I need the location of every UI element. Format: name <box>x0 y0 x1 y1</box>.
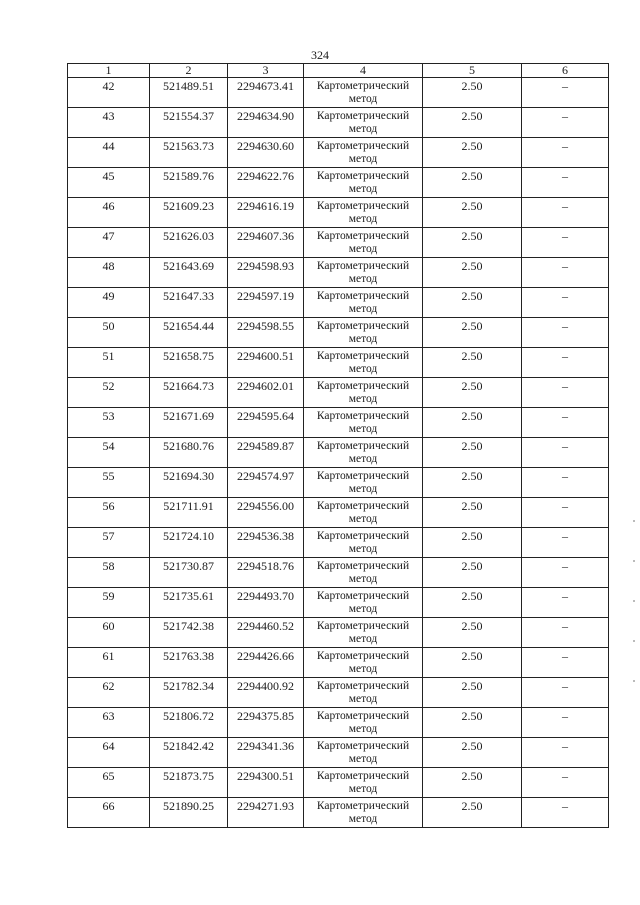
method-cell: Картометрический метод <box>304 498 423 528</box>
x-coordinate-cell: 521647.33 <box>150 288 228 318</box>
method-cell: Картометрический метод <box>304 738 423 768</box>
x-coordinate-cell: 521489.51 <box>150 78 228 108</box>
x-coordinate-cell: 521694.30 <box>150 468 228 498</box>
header-row <box>68 64 609 78</box>
accuracy-cell: 2.50 <box>423 138 522 168</box>
point-number-cell: 64 <box>68 738 150 768</box>
description-cell: – <box>522 318 609 348</box>
x-coordinate-cell: 521873.75 <box>150 768 228 798</box>
x-coordinate-cell: 521842.42 <box>150 738 228 768</box>
point-number-cell: 44 <box>68 138 150 168</box>
table-row <box>68 168 609 198</box>
accuracy-cell: 2.50 <box>423 798 522 828</box>
description-cell: – <box>522 348 609 378</box>
description-cell: – <box>522 468 609 498</box>
y-coordinate-cell: 2294602.01 <box>228 378 304 408</box>
method-cell: Картометрический метод <box>304 348 423 378</box>
method-cell: Картометрический метод <box>304 708 423 738</box>
x-coordinate-cell: 521806.72 <box>150 708 228 738</box>
method-cell: Картометрический метод <box>304 588 423 618</box>
y-coordinate-cell: 2294630.60 <box>228 138 304 168</box>
x-coordinate-cell: 521626.03 <box>150 228 228 258</box>
accuracy-cell: 2.50 <box>423 198 522 228</box>
point-number-cell: 51 <box>68 348 150 378</box>
table-row <box>68 438 609 468</box>
method-cell: Картометрический метод <box>304 768 423 798</box>
description-cell: – <box>522 738 609 768</box>
method-cell: Картометрический метод <box>304 648 423 678</box>
accuracy-cell: 2.50 <box>423 768 522 798</box>
accuracy-cell: 2.50 <box>423 108 522 138</box>
x-coordinate-cell: 521711.91 <box>150 498 228 528</box>
description-cell: – <box>522 678 609 708</box>
x-coordinate-cell: 521763.38 <box>150 648 228 678</box>
x-coordinate-cell: 521742.38 <box>150 618 228 648</box>
description-cell: – <box>522 648 609 678</box>
accuracy-cell: 2.50 <box>423 228 522 258</box>
accuracy-cell: 2.50 <box>423 678 522 708</box>
point-number-cell: 46 <box>68 198 150 228</box>
header-cell-col-5: 5 <box>423 64 522 78</box>
accuracy-cell: 2.50 <box>423 738 522 768</box>
x-coordinate-cell: 521671.69 <box>150 408 228 438</box>
point-number-cell: 66 <box>68 798 150 828</box>
method-cell: Картометрический метод <box>304 558 423 588</box>
table-row <box>68 108 609 138</box>
table-row <box>68 708 609 738</box>
point-number-cell: 50 <box>68 318 150 348</box>
y-coordinate-cell: 2294426.66 <box>228 648 304 678</box>
accuracy-cell: 2.50 <box>423 78 522 108</box>
table-row <box>68 138 609 168</box>
table-header <box>68 64 609 78</box>
table-row <box>68 528 609 558</box>
table-row <box>68 468 609 498</box>
description-cell: – <box>522 438 609 468</box>
y-coordinate-cell: 2294607.36 <box>228 228 304 258</box>
point-number-cell: 48 <box>68 258 150 288</box>
description-cell: – <box>522 498 609 528</box>
description-cell: – <box>522 798 609 828</box>
coordinates-table <box>67 63 609 828</box>
table-body <box>68 78 609 828</box>
point-number-cell: 45 <box>68 168 150 198</box>
accuracy-cell: 2.50 <box>423 588 522 618</box>
description-cell: – <box>522 228 609 258</box>
y-coordinate-cell: 2294460.52 <box>228 618 304 648</box>
y-coordinate-cell: 2294634.90 <box>228 108 304 138</box>
x-coordinate-cell: 521563.73 <box>150 138 228 168</box>
method-cell: Картометрический метод <box>304 168 423 198</box>
point-number-cell: 63 <box>68 708 150 738</box>
table-row <box>68 288 609 318</box>
x-coordinate-cell: 521890.25 <box>150 798 228 828</box>
table-row <box>68 588 609 618</box>
accuracy-cell: 2.50 <box>423 318 522 348</box>
method-cell: Картометрический метод <box>304 528 423 558</box>
table-row <box>68 648 609 678</box>
header-cell-col-6: 6 <box>522 64 609 78</box>
x-coordinate-cell: 521609.23 <box>150 198 228 228</box>
table-row <box>68 78 609 108</box>
y-coordinate-cell: 2294375.85 <box>228 708 304 738</box>
table-row <box>68 738 609 768</box>
y-coordinate-cell: 2294598.93 <box>228 258 304 288</box>
scan-edge-marks <box>630 520 638 720</box>
accuracy-cell: 2.50 <box>423 468 522 498</box>
method-cell: Картометрический метод <box>304 438 423 468</box>
point-number-cell: 54 <box>68 438 150 468</box>
point-number-cell: 53 <box>68 408 150 438</box>
description-cell: – <box>522 168 609 198</box>
x-coordinate-cell: 521643.69 <box>150 258 228 288</box>
description-cell: – <box>522 408 609 438</box>
point-number-cell: 42 <box>68 78 150 108</box>
table-row <box>68 408 609 438</box>
y-coordinate-cell: 2294400.92 <box>228 678 304 708</box>
accuracy-cell: 2.50 <box>423 708 522 738</box>
method-cell: Картометрический метод <box>304 288 423 318</box>
description-cell: – <box>522 768 609 798</box>
point-number-cell: 43 <box>68 108 150 138</box>
y-coordinate-cell: 2294536.38 <box>228 528 304 558</box>
y-coordinate-cell: 2294597.19 <box>228 288 304 318</box>
x-coordinate-cell: 521782.34 <box>150 678 228 708</box>
description-cell: – <box>522 138 609 168</box>
point-number-cell: 56 <box>68 498 150 528</box>
description-cell: – <box>522 108 609 138</box>
page-number: 324 <box>311 48 329 62</box>
y-coordinate-cell: 2294518.76 <box>228 558 304 588</box>
description-cell: – <box>522 78 609 108</box>
point-number-cell: 49 <box>68 288 150 318</box>
point-number-cell: 61 <box>68 648 150 678</box>
point-number-cell: 47 <box>68 228 150 258</box>
method-cell: Картометрический метод <box>304 108 423 138</box>
table-row <box>68 498 609 528</box>
x-coordinate-cell: 521654.44 <box>150 318 228 348</box>
method-cell: Картометрический метод <box>304 198 423 228</box>
y-coordinate-cell: 2294341.36 <box>228 738 304 768</box>
description-cell: – <box>522 558 609 588</box>
description-cell: – <box>522 198 609 228</box>
accuracy-cell: 2.50 <box>423 378 522 408</box>
header-cell-col-3: 3 <box>228 64 304 78</box>
point-number-cell: 52 <box>68 378 150 408</box>
point-number-cell: 55 <box>68 468 150 498</box>
accuracy-cell: 2.50 <box>423 168 522 198</box>
accuracy-cell: 2.50 <box>423 288 522 318</box>
x-coordinate-cell: 521658.75 <box>150 348 228 378</box>
point-number-cell: 57 <box>68 528 150 558</box>
description-cell: – <box>522 708 609 738</box>
description-cell: – <box>522 528 609 558</box>
x-coordinate-cell: 521554.37 <box>150 108 228 138</box>
point-number-cell: 58 <box>68 558 150 588</box>
method-cell: Картометрический метод <box>304 318 423 348</box>
x-coordinate-cell: 521680.76 <box>150 438 228 468</box>
description-cell: – <box>522 618 609 648</box>
y-coordinate-cell: 2294616.19 <box>228 198 304 228</box>
description-cell: – <box>522 588 609 618</box>
method-cell: Картометрический метод <box>304 258 423 288</box>
x-coordinate-cell: 521589.76 <box>150 168 228 198</box>
header-cell-col-2: 2 <box>150 64 228 78</box>
accuracy-cell: 2.50 <box>423 258 522 288</box>
y-coordinate-cell: 2294556.00 <box>228 498 304 528</box>
description-cell: – <box>522 378 609 408</box>
method-cell: Картометрический метод <box>304 408 423 438</box>
method-cell: Картометрический метод <box>304 468 423 498</box>
table-row <box>68 558 609 588</box>
accuracy-cell: 2.50 <box>423 528 522 558</box>
y-coordinate-cell: 2294600.51 <box>228 348 304 378</box>
description-cell: – <box>522 258 609 288</box>
method-cell: Картометрический метод <box>304 798 423 828</box>
accuracy-cell: 2.50 <box>423 348 522 378</box>
accuracy-cell: 2.50 <box>423 558 522 588</box>
y-coordinate-cell: 2294595.64 <box>228 408 304 438</box>
y-coordinate-cell: 2294622.76 <box>228 168 304 198</box>
scan-noise <box>58 808 198 848</box>
y-coordinate-cell: 2294271.93 <box>228 798 304 828</box>
point-number-cell: 62 <box>68 678 150 708</box>
header-cell-col-1: 1 <box>68 64 150 78</box>
table-row <box>68 678 609 708</box>
method-cell: Картометрический метод <box>304 228 423 258</box>
table-row <box>68 318 609 348</box>
y-coordinate-cell: 2294673.41 <box>228 78 304 108</box>
method-cell: Картометрический метод <box>304 678 423 708</box>
x-coordinate-cell: 521730.87 <box>150 558 228 588</box>
accuracy-cell: 2.50 <box>423 438 522 468</box>
description-cell: – <box>522 288 609 318</box>
table-row <box>68 618 609 648</box>
y-coordinate-cell: 2294493.70 <box>228 588 304 618</box>
method-cell: Картометрический метод <box>304 78 423 108</box>
header-cell-col-4: 4 <box>304 64 423 78</box>
method-cell: Картометрический метод <box>304 618 423 648</box>
table-row <box>68 378 609 408</box>
y-coordinate-cell: 2294574.97 <box>228 468 304 498</box>
y-coordinate-cell: 2294589.87 <box>228 438 304 468</box>
point-number-cell: 59 <box>68 588 150 618</box>
method-cell: Картометрический метод <box>304 378 423 408</box>
y-coordinate-cell: 2294598.55 <box>228 318 304 348</box>
table-row <box>68 348 609 378</box>
accuracy-cell: 2.50 <box>423 618 522 648</box>
table-row <box>68 768 609 798</box>
accuracy-cell: 2.50 <box>423 408 522 438</box>
y-coordinate-cell: 2294300.51 <box>228 768 304 798</box>
accuracy-cell: 2.50 <box>423 498 522 528</box>
table-row <box>68 198 609 228</box>
accuracy-cell: 2.50 <box>423 648 522 678</box>
x-coordinate-cell: 521724.10 <box>150 528 228 558</box>
method-cell: Картометрический метод <box>304 138 423 168</box>
table-row <box>68 228 609 258</box>
x-coordinate-cell: 521735.61 <box>150 588 228 618</box>
point-number-cell: 60 <box>68 618 150 648</box>
table-row <box>68 258 609 288</box>
x-coordinate-cell: 521664.73 <box>150 378 228 408</box>
point-number-cell: 65 <box>68 768 150 798</box>
